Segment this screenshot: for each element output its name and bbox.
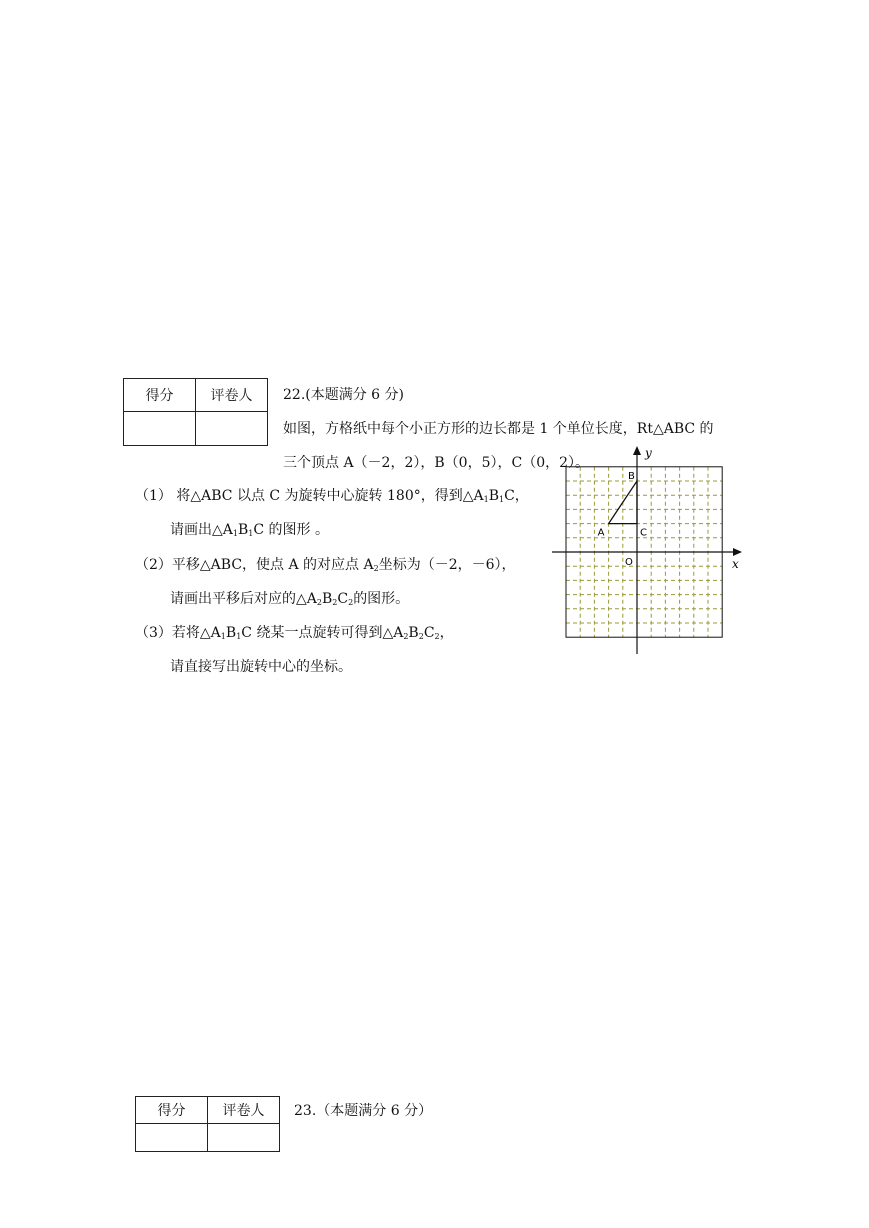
score-label: 得分 [124, 379, 196, 412]
y-axis-label: y [645, 446, 652, 460]
vertex-label-c: C [640, 527, 647, 539]
vertex-label-a: A [597, 527, 605, 539]
grader-cell[interactable] [196, 412, 268, 446]
score-cell[interactable] [124, 412, 196, 446]
q22-heading: 22.(本题满分 6 分) [283, 387, 404, 403]
q22-score-table [123, 378, 268, 446]
q22-coordinate-grid [548, 444, 748, 656]
q22-part3-line2: 请直接写出旋转中心的坐标。 [170, 659, 352, 675]
q22-part3-line1: （3）若将$\triangle A_1B_1C$ 绕某一点旋转可得到$\triangle A_2B_2C_2$， [135, 625, 454, 641]
score-cell[interactable] [136, 1124, 208, 1152]
x-axis-label: x [732, 557, 739, 571]
q22-part2-line1: （2）平移△ABC，使点 A 的对应点 $A_2$坐标为（－2，－6）， [135, 557, 516, 573]
q22-intro-line2: 三个顶点 A（－2，2），B（0，5），C（0，2）。 [283, 455, 590, 471]
q22-intro-line1: 如图，方格纸中每个小正方形的边长都是 1 个单位长度，Rt△ABC 的 [283, 421, 714, 437]
q23-heading: 23.（本题满分 6 分） [294, 1103, 433, 1119]
x-axis-arrow-icon [733, 548, 742, 556]
grader-cell[interactable] [208, 1124, 280, 1152]
q22-part2-line2: 请画出平移后对应的$\triangle A_2B_2C_2$的图形。 [170, 591, 410, 607]
q22-part1-line2: 请画出$\triangle A_1B_1C$ 的图形 。 [170, 522, 329, 538]
origin-label: O [625, 557, 633, 568]
q22-part1-line1: （1） 将△ABC 以点 C 为旋转中心旋转 180°，得到$\triangle A_1B_1C$， [135, 488, 529, 504]
q23-score-table [135, 1096, 280, 1152]
vertex-label-b: B [628, 471, 635, 482]
y-axis-arrow-icon [633, 446, 641, 455]
score-label: 得分 [136, 1097, 208, 1124]
grader-label: 评卷人 [196, 379, 268, 412]
grader-label: 评卷人 [208, 1097, 280, 1124]
